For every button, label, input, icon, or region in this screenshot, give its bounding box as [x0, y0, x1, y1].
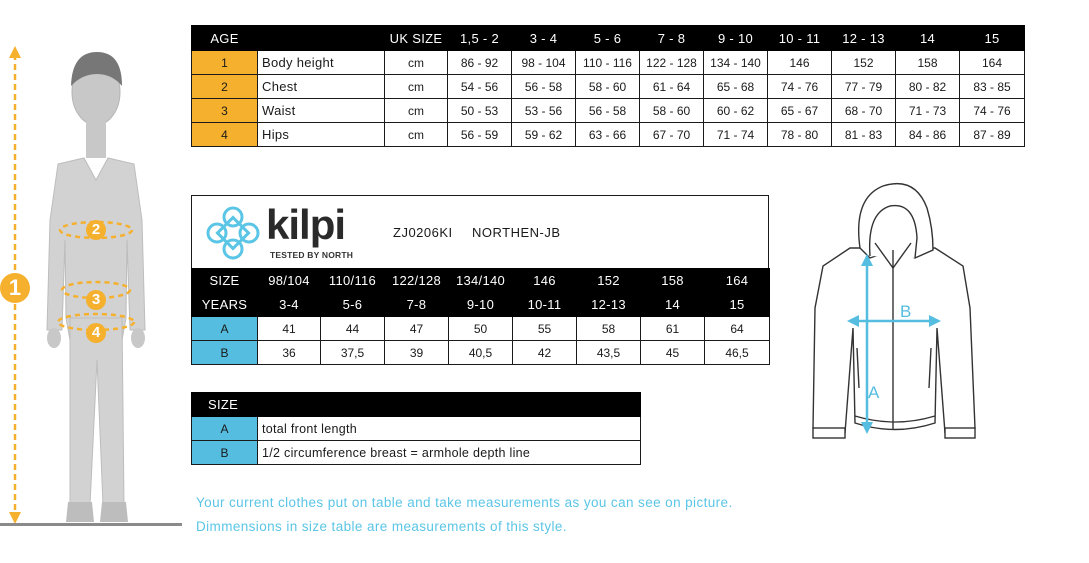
cell: 54 - 56 [448, 75, 512, 99]
legend-header [192, 393, 641, 417]
cell: 44 [321, 317, 385, 341]
cell: 45 [641, 341, 705, 365]
jacket-marker-a: A [868, 383, 880, 402]
row-number: 4 [192, 123, 258, 147]
cell: 39 [385, 341, 449, 365]
age-col: 14 [896, 26, 960, 51]
cell: 42 [513, 341, 577, 365]
cell: 58 - 60 [640, 99, 704, 123]
body-size-table [191, 25, 1025, 147]
size-col: 110/116 [321, 269, 385, 293]
row-letter: A [192, 317, 258, 341]
cell: 87 - 89 [960, 123, 1025, 147]
cell: 71 - 74 [704, 123, 768, 147]
cell: 47 [385, 317, 449, 341]
table-row [192, 123, 1025, 147]
jacket-illustration [805, 178, 980, 456]
hips-marker: 4 [91, 324, 101, 341]
cell: 56 - 59 [448, 123, 512, 147]
cell: 81 - 83 [832, 123, 896, 147]
cell: 53 - 56 [512, 99, 576, 123]
years-col: 5-6 [321, 293, 385, 317]
cell: 80 - 82 [896, 75, 960, 99]
row-label: Hips [258, 123, 385, 147]
age-header: AGE [192, 26, 258, 51]
cell: 134 - 140 [704, 51, 768, 75]
size-col: 158 [641, 269, 705, 293]
size-col: 152 [577, 269, 641, 293]
legend-text: total front length [258, 417, 641, 441]
years-col: 7-8 [385, 293, 449, 317]
years-col: 10-11 [513, 293, 577, 317]
cell: 83 - 85 [960, 75, 1025, 99]
age-col: 7 - 8 [640, 26, 704, 51]
cell: 71 - 73 [896, 99, 960, 123]
age-col: 3 - 4 [512, 26, 576, 51]
cell: 122 - 128 [640, 51, 704, 75]
cell: 74 - 76 [768, 75, 832, 99]
age-col: 5 - 6 [576, 26, 640, 51]
uk-size-header: UK SIZE [385, 26, 448, 51]
table-row [192, 75, 1025, 99]
cell: 55 [513, 317, 577, 341]
cell: 43,5 [577, 341, 641, 365]
kilpi-knot-logo-icon [203, 203, 263, 263]
row-letter: B [192, 341, 258, 365]
cell: 65 - 67 [768, 99, 832, 123]
row-unit: cm [385, 123, 448, 147]
cell: 50 [449, 317, 513, 341]
cell: 41 [258, 317, 321, 341]
table-row [192, 317, 770, 341]
size-col: 134/140 [449, 269, 513, 293]
cell: 68 - 70 [832, 99, 896, 123]
row-unit: cm [385, 75, 448, 99]
cell: 56 - 58 [512, 75, 576, 99]
row-label: Waist [258, 99, 385, 123]
age-col: 10 - 11 [768, 26, 832, 51]
dimensions-note: Dimmensions in size table are measurements of this style. [196, 519, 567, 534]
size-col: 146 [513, 269, 577, 293]
ground-line [0, 523, 182, 526]
cell: 78 - 80 [768, 123, 832, 147]
age-col: 15 [960, 26, 1025, 51]
row-number: 2 [192, 75, 258, 99]
row-label: Body height [258, 51, 385, 75]
size-col: 122/128 [385, 269, 449, 293]
table-row [192, 417, 641, 441]
cell: 64 [705, 317, 770, 341]
cell: 86 - 92 [448, 51, 512, 75]
legend-text: 1/2 circumference breast = armhole depth line [258, 441, 641, 465]
product-code: ZJ0206KI [393, 225, 453, 240]
garment-size-table [191, 268, 770, 365]
row-label: Chest [258, 75, 385, 99]
years-header: YEARS [192, 293, 258, 317]
row-unit: cm [385, 51, 448, 75]
row-letter: A [192, 417, 258, 441]
cell: 98 - 104 [512, 51, 576, 75]
cell: 77 - 79 [832, 75, 896, 99]
row-unit: cm [385, 99, 448, 123]
size-table-header [192, 26, 1025, 51]
years-col: 14 [641, 293, 705, 317]
years-col: 12-13 [577, 293, 641, 317]
cell: 74 - 76 [960, 99, 1025, 123]
size-header: SIZE [192, 269, 258, 293]
garment-size-header [192, 269, 770, 293]
years-col: 15 [705, 293, 770, 317]
table-row [192, 51, 1025, 75]
cell: 58 - 60 [576, 75, 640, 99]
row-number: 3 [192, 99, 258, 123]
cell: 40,5 [449, 341, 513, 365]
cell: 158 [896, 51, 960, 75]
table-row [192, 341, 770, 365]
age-col: 9 - 10 [704, 26, 768, 51]
cell: 63 - 66 [576, 123, 640, 147]
cell: 56 - 58 [576, 99, 640, 123]
cell: 59 - 62 [512, 123, 576, 147]
cell: 84 - 86 [896, 123, 960, 147]
row-number: 1 [192, 51, 258, 75]
cell: 46,5 [705, 341, 770, 365]
cell: 152 [832, 51, 896, 75]
measurement-legend-table [191, 392, 641, 465]
garment-years-header [192, 293, 770, 317]
size-col: 98/104 [258, 269, 321, 293]
cell: 67 - 70 [640, 123, 704, 147]
product-name: NORTHEN-JB [472, 225, 561, 240]
size-col: 164 [705, 269, 770, 293]
cell: 50 - 53 [448, 99, 512, 123]
row-letter: B [192, 441, 258, 465]
cell: 60 - 62 [704, 99, 768, 123]
cell: 65 - 68 [704, 75, 768, 99]
cell: 58 [577, 317, 641, 341]
cell: 61 [641, 317, 705, 341]
jacket-marker-b: B [900, 302, 912, 321]
cell: 36 [258, 341, 321, 365]
cell: 164 [960, 51, 1025, 75]
years-col: 9-10 [449, 293, 513, 317]
chest-marker: 2 [91, 221, 101, 238]
brand-name: kilpi [266, 201, 346, 248]
cell: 61 - 64 [640, 75, 704, 99]
brand-tagline: TESTED BY NORTH [270, 250, 354, 260]
height-marker: 1 [8, 275, 22, 300]
table-row [192, 441, 641, 465]
waist-marker: 3 [91, 291, 101, 308]
instruction-note: Your current clothes put on table and take measurements as you can see on picture. [196, 495, 733, 510]
age-col: 1,5 - 2 [448, 26, 512, 51]
age-col: 12 - 13 [832, 26, 896, 51]
legend-size-header: SIZE [192, 393, 258, 417]
cell: 37,5 [321, 341, 385, 365]
years-col: 3-4 [258, 293, 321, 317]
cell: 110 - 116 [576, 51, 640, 75]
table-row [192, 99, 1025, 123]
cell: 146 [768, 51, 832, 75]
